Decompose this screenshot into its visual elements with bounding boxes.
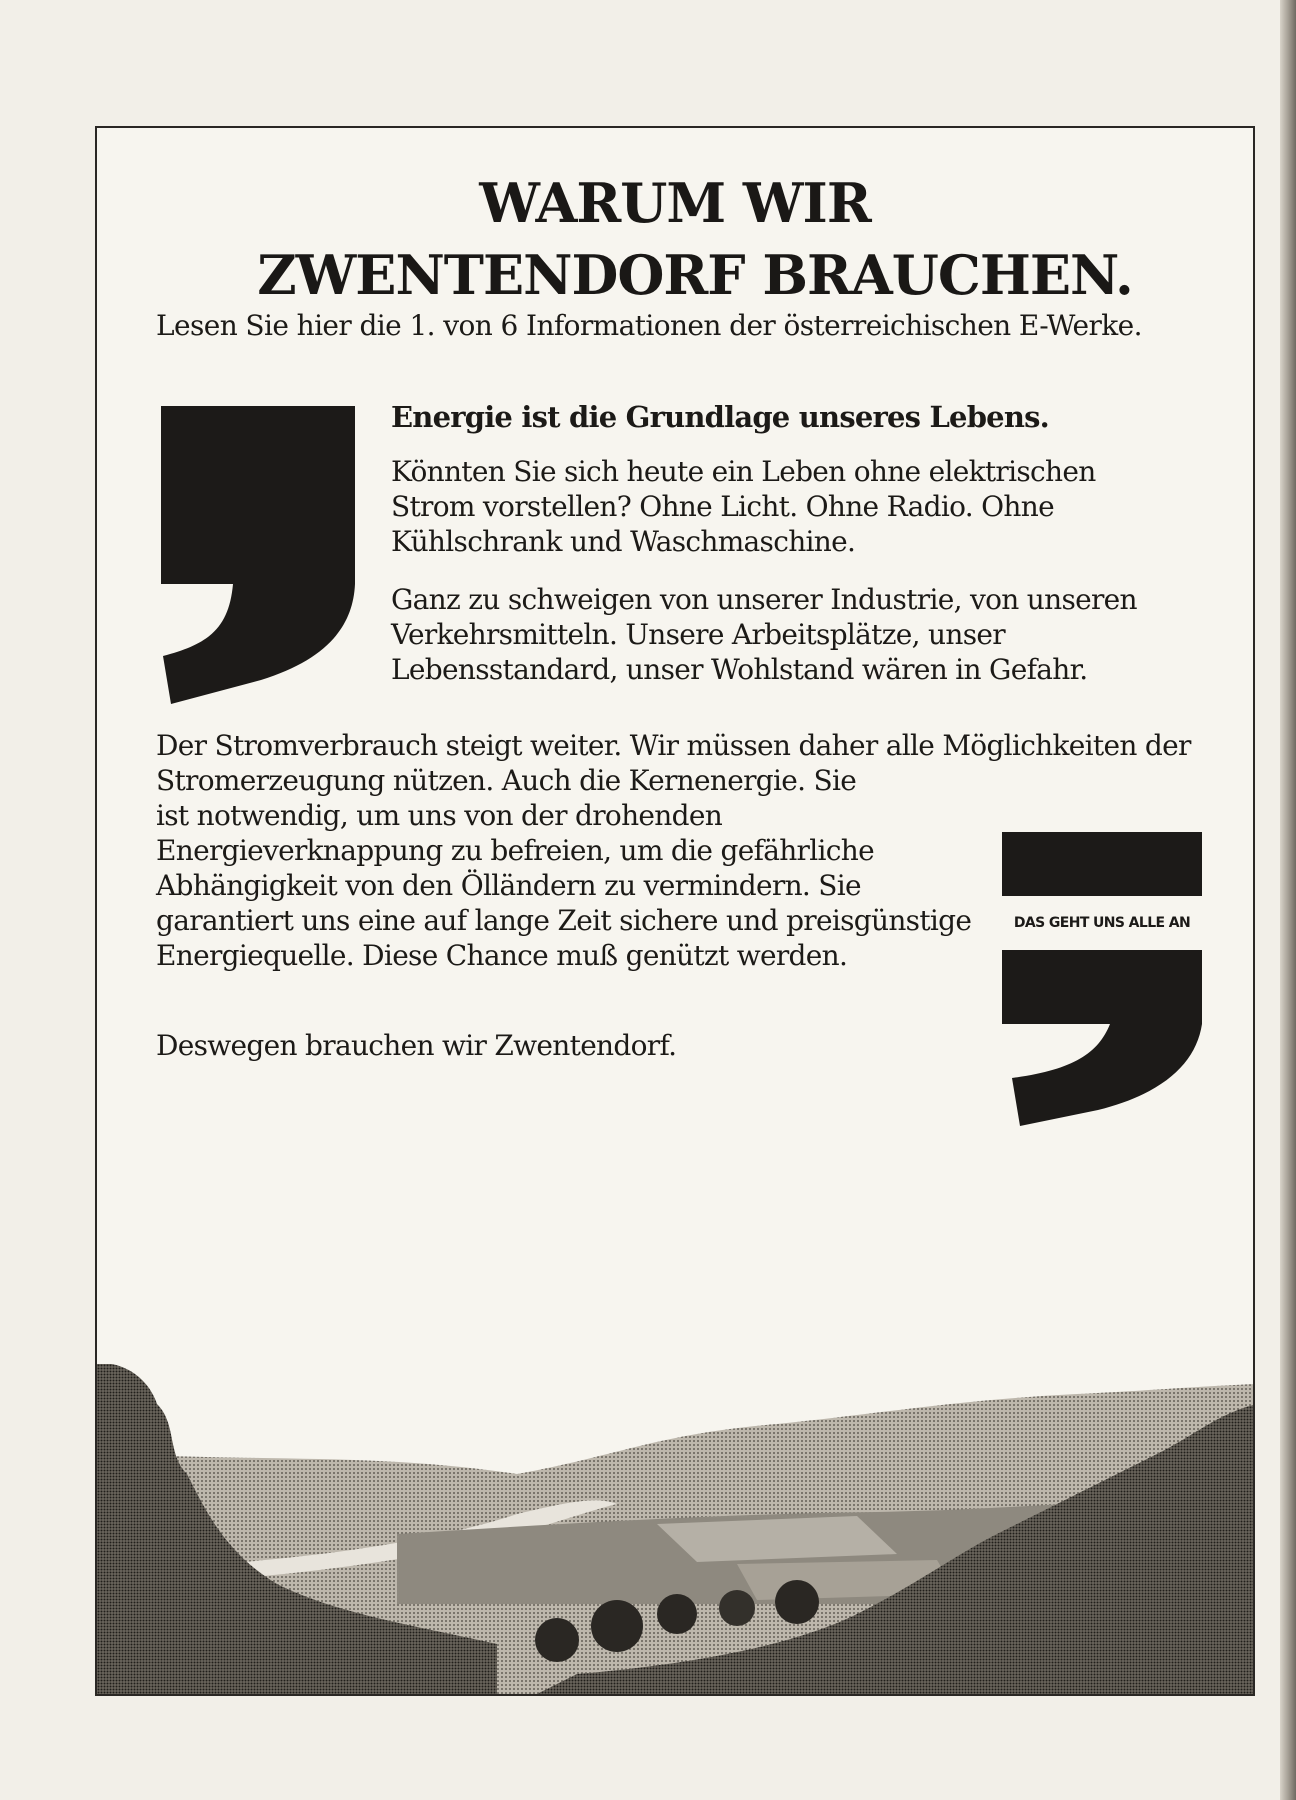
logo-tagline: DAS GEHT UNS ALLE AN: [1013, 915, 1191, 931]
headline-line-1: WARUM WIR: [479, 171, 871, 235]
paragraph-2: Ganz zu schweigen von unserer Industrie, von unseren Verkehrsmitteln. Unsere Arbeitsplätze, unser Lebensstandard, unser Wohlstand wären in Gefahr.: [391, 583, 1137, 686]
intro-text: Lesen Sie hier die 1. von 6 Informationen der österreichischen E-Werke.: [156, 309, 1142, 342]
advertisement-frame: [95, 126, 1255, 1696]
paragraph-3-wide: Der Stromverbrauch steigt weiter. Wir müssen daher alle Möglichkeiten der Stromerzeugung nützen. Auch die Kernenergie. Sie: [156, 729, 1191, 797]
landscape-illustration: [97, 1364, 1255, 1694]
logo-bar-bottom: [1002, 950, 1202, 1014]
paragraph-4: Deswegen brauchen wir Zwentendorf.: [156, 1029, 677, 1062]
paragraph-3-narrow: ist notwendig, um uns von der drohenden Energieverknappung zu befreien, um die gefährliche Abhängigkeit von den Ölländern zu vermindern. Sie garantiert uns eine auf lange Zeit sichere und preisgünstige Energiequelle. Diese Chance muß genützt werden.: [156, 799, 972, 972]
comma-quote-icon: [157, 406, 357, 710]
page-edge: [1280, 0, 1296, 1800]
subheading: Energie ist die Grundlage unseres Lebens.: [391, 400, 1049, 434]
logo-comma-tail-icon: [1002, 1014, 1202, 1126]
comma-logo-icon: [1002, 832, 1202, 1126]
logo-bar-top: [1002, 832, 1202, 896]
paragraph-1: Könnten Sie sich heute ein Leben ohne elektrischen Strom vorstellen? Ohne Licht. Ohne Radio. Ohne Kühlschrank und Waschmaschine.: [391, 455, 1096, 558]
headline-line-2: ZWENTENDORF BRAUCHEN.: [257, 243, 1133, 307]
